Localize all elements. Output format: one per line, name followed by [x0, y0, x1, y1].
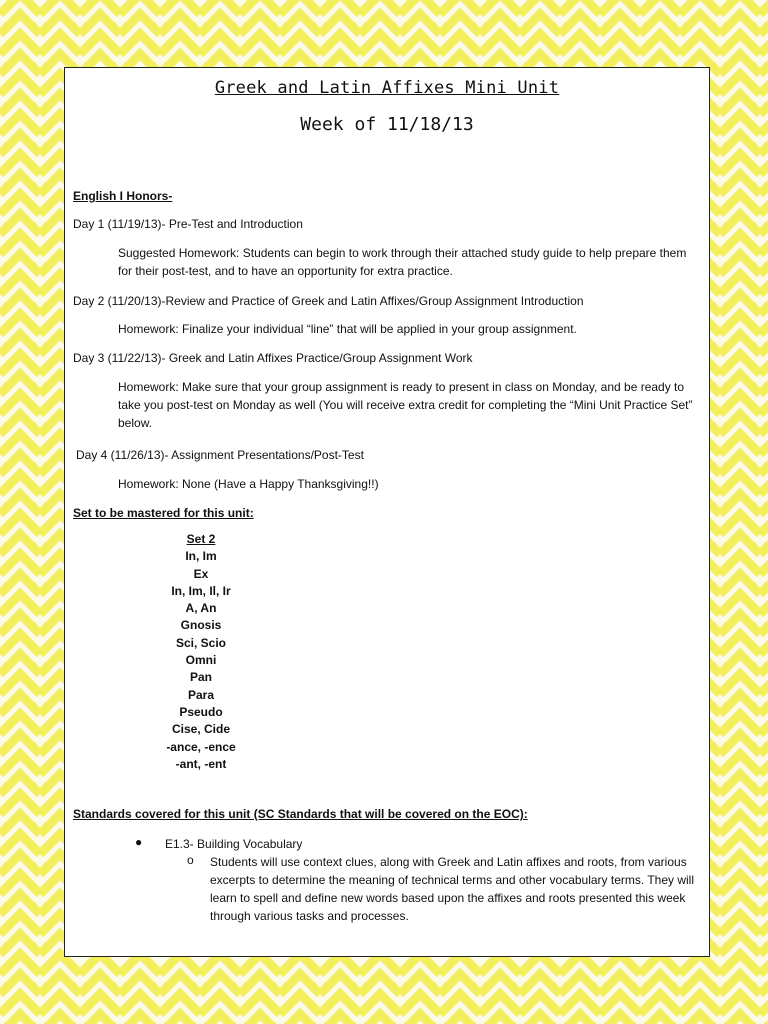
set-item: Pan: [189, 670, 212, 685]
day-1-heading: Day 1 (11/19/13)- Pre-Test and Introduction: [73, 217, 303, 231]
day-3-homework: Homework: Make sure that your group assignment is ready to present in class on Monday, and be ready to take you post-test on Monday as well (You will receive extra credit for completing the “Mini Unit Practice Set” below.: [118, 380, 693, 430]
set-item: In, Im: [185, 549, 217, 564]
set-item: Cise, Cide: [171, 722, 231, 737]
set-list: [137, 531, 265, 773]
bullet-icon: ●: [135, 835, 143, 849]
set-item: A, An: [185, 601, 217, 616]
set-item: -ance, -ence: [166, 739, 236, 754]
document-page: [64, 67, 710, 957]
standard-item: E1.3- Building Vocabulary: [165, 837, 303, 851]
day-4-heading: Day 4 (11/26/13)- Assignment Presentations/Post-Test: [76, 448, 364, 462]
day-4-homework: Homework: None (Have a Happy Thanksgiving!!): [118, 477, 379, 491]
set-item: Gnosis: [180, 618, 222, 633]
set-item: -ant, -ent: [175, 756, 227, 771]
day-3-heading: Day 3 (11/22/13)- Greek and Latin Affixes Practice/Group Assignment Work: [73, 351, 473, 365]
document-title: Greek and Latin Affixes Mini Unit: [214, 78, 560, 98]
day-1-homework: Suggested Homework: Students can begin to work through their attached study guide to help prepare them for their post-test, and to have an opportunity for extra practice.: [118, 246, 687, 278]
day-2-homework: Homework: Finalize your individual “line” that will be applied in your group assignment.: [118, 322, 577, 336]
course-heading: English I Honors-: [73, 189, 173, 203]
set-title: Set 2: [186, 532, 216, 546]
document-subtitle: Week of 11/18/13: [300, 114, 474, 135]
set-item: Ex: [193, 566, 209, 581]
set-item: Sci, Scio: [175, 635, 227, 650]
set-heading: Set to be mastered for this unit:: [73, 506, 254, 520]
set-item: Pseudo: [179, 704, 223, 719]
set-item: In, Im, Il, Ir: [171, 583, 231, 598]
standards-heading: Standards covered for this unit (SC Standards that will be covered on the EOC):: [73, 807, 528, 821]
set-item: Omni: [185, 653, 217, 668]
standard-detail: Students will use context clues, along with Greek and Latin affixes and roots, from various excerpts to determine the meaning of technical terms and other vocabulary terms. They will learn to spell and define new words based upon the affixes and roots presented this week through various tasks and processes.: [210, 855, 695, 923]
hollow-bullet-icon: o: [187, 853, 194, 867]
set-item: Para: [187, 687, 215, 702]
day-2-heading: Day 2 (11/20/13)-Review and Practice of Greek and Latin Affixes/Group Assignment Introduction: [73, 294, 584, 308]
